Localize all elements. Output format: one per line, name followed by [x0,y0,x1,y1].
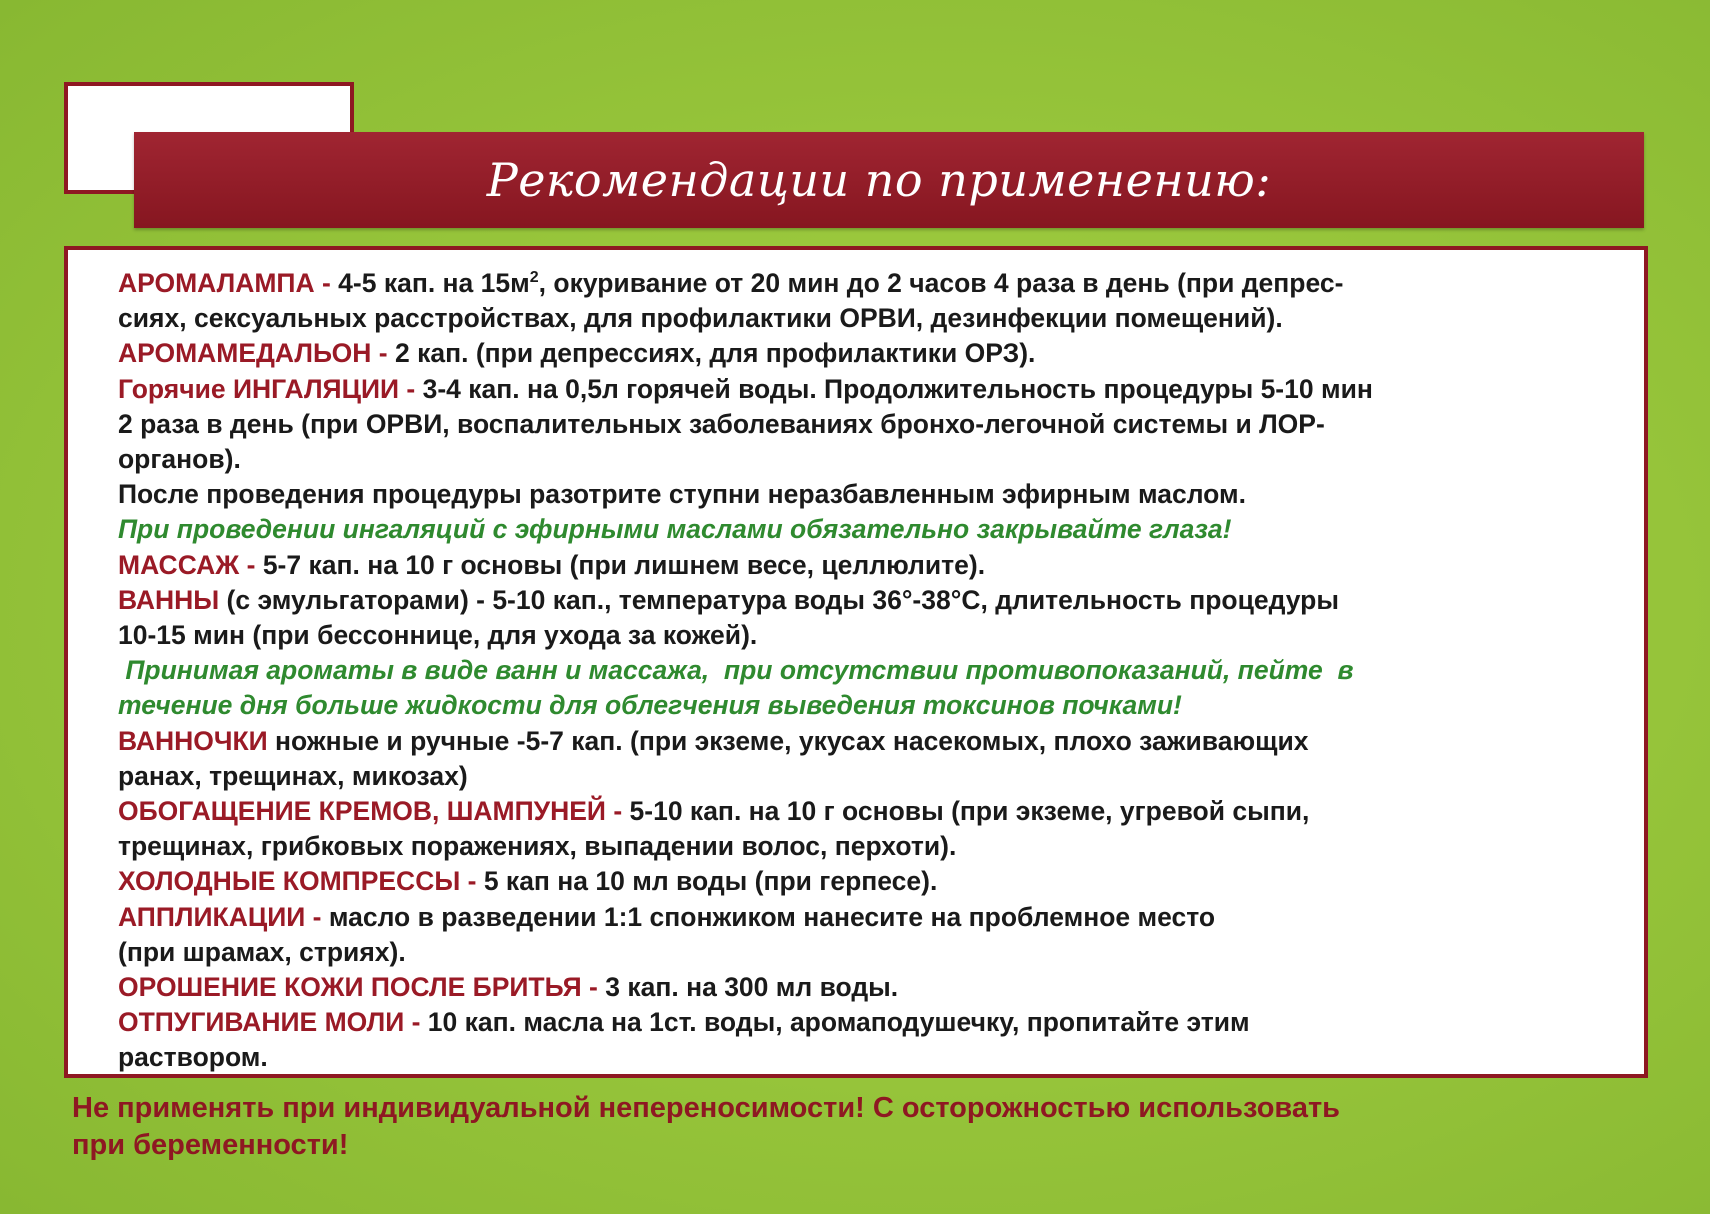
line-text: масло в разведении 1:1 спонжиком нанесите на проблемное место [328,901,1216,932]
line-text: ножные и ручные -5-7 кап. (при экземе, укусах насекомых, плохо заживающих [267,725,1309,756]
line-text: 5-10 кап. на 10 г основы (при экземе, угревой сыпи, [629,796,1310,827]
note-line: Принимая ароматы в виде ванн и массажа, при отсутствии противопоказаний, пейте в [118,655,1354,686]
line-text: 3-4 кап. на 0,5л горячей воды. Продолжительность процедуры 5-10 мин [422,373,1373,404]
superscript: 2 [529,269,539,286]
term: МАССАЖ - [118,549,263,580]
line-text: 5 кап на 10 мл воды (при герпесе). [483,866,938,897]
term: ВАННОЧКИ [118,725,268,756]
line-text: 2 кап. (при депрессиях, для профилактики ОРЗ). [394,338,1036,369]
text-line: После проведения процедуры разотрите ступни неразбавленным эфирным маслом. [118,479,1246,510]
line-text: 3 кап. на 300 мл воды. [605,972,899,1003]
text-line [118,548,1614,583]
text-line [118,583,1614,618]
text-line: сиях, сексуальных расстройствах, для профилактики ОРВИ, дезинфекции помещений). [118,303,1283,334]
text-line: трещинах, грибковых поражениях, выпадении волос, перхоти). [118,831,957,862]
text-line [118,372,1614,407]
text-line [118,970,1614,1005]
line-text: 10 кап. масла на 1ст. воды, аромаподушечку, пропитайте этим [427,1007,1250,1038]
text-line: (при шрамах, стриях). [118,936,406,967]
text-line: раствором. [118,1042,268,1073]
warning-line: при беременности! [72,1129,349,1161]
recommendations-box [64,246,1648,1078]
title-banner [134,132,1644,228]
note-line: течение дня больше жидкости для облегчения выведения токсинов почками! [118,690,1182,721]
term: АРОМАМЕДАЛЬОН - [118,338,395,369]
term: ОБОГАЩЕНИЕ КРЕМОВ, ШАМПУНЕЙ - [118,796,630,827]
text-line [118,724,1614,759]
term: Горячие ИНГАЛЯЦИИ - [118,373,423,404]
page-title: Рекомендации по применению: [486,153,1272,207]
text-line [118,864,1614,899]
line-text: (с эмульгаторами) - 5-10 кап., температура воды 36°-38°С, длительность процедуры [219,584,1339,615]
text-line: 2 раза в день (при ОРВИ, воспалительных заболеваниях бронхо-легочной системы и ЛОР- [118,408,1325,439]
text-line [118,266,1614,301]
text-line [118,794,1614,829]
term: АРОМАЛАМПА - [118,268,339,298]
term: АППЛИКАЦИИ - [118,901,329,932]
note-line: При проведении ингаляций с эфирными маслами обязательно закрывайте глаза! [118,514,1232,545]
warning-text [72,1090,1672,1164]
term: ОРОШЕНИЕ КОЖИ ПОСЛЕ БРИТЬЯ - [118,972,606,1003]
term: ВАННЫ [118,584,220,615]
text-line [118,1005,1614,1040]
term: ОТПУГИВАНИЕ МОЛИ - [118,1007,428,1038]
line-text: 5-7 кап. на 10 г основы (при лишнем весе, целлюлите). [262,549,986,580]
text-line [118,336,1614,371]
line-text: 4-5 кап. на 15м [338,268,530,298]
warning-line: Не применять при индивидуальной непереносимости! С осторожностью использовать [72,1092,1341,1124]
text-line: органов). [118,444,241,475]
text-line [118,900,1614,935]
text-line: ранах, трещинах, микозах) [118,760,468,791]
text-line: 10-15 мин (при бессоннице, для ухода за кожей). [118,620,758,651]
line-text: , окуривание от 20 мин до 2 часов 4 раза в день (при депрес- [538,268,1344,298]
term: ХОЛОДНЫЕ КОМПРЕССЫ - [118,866,484,897]
